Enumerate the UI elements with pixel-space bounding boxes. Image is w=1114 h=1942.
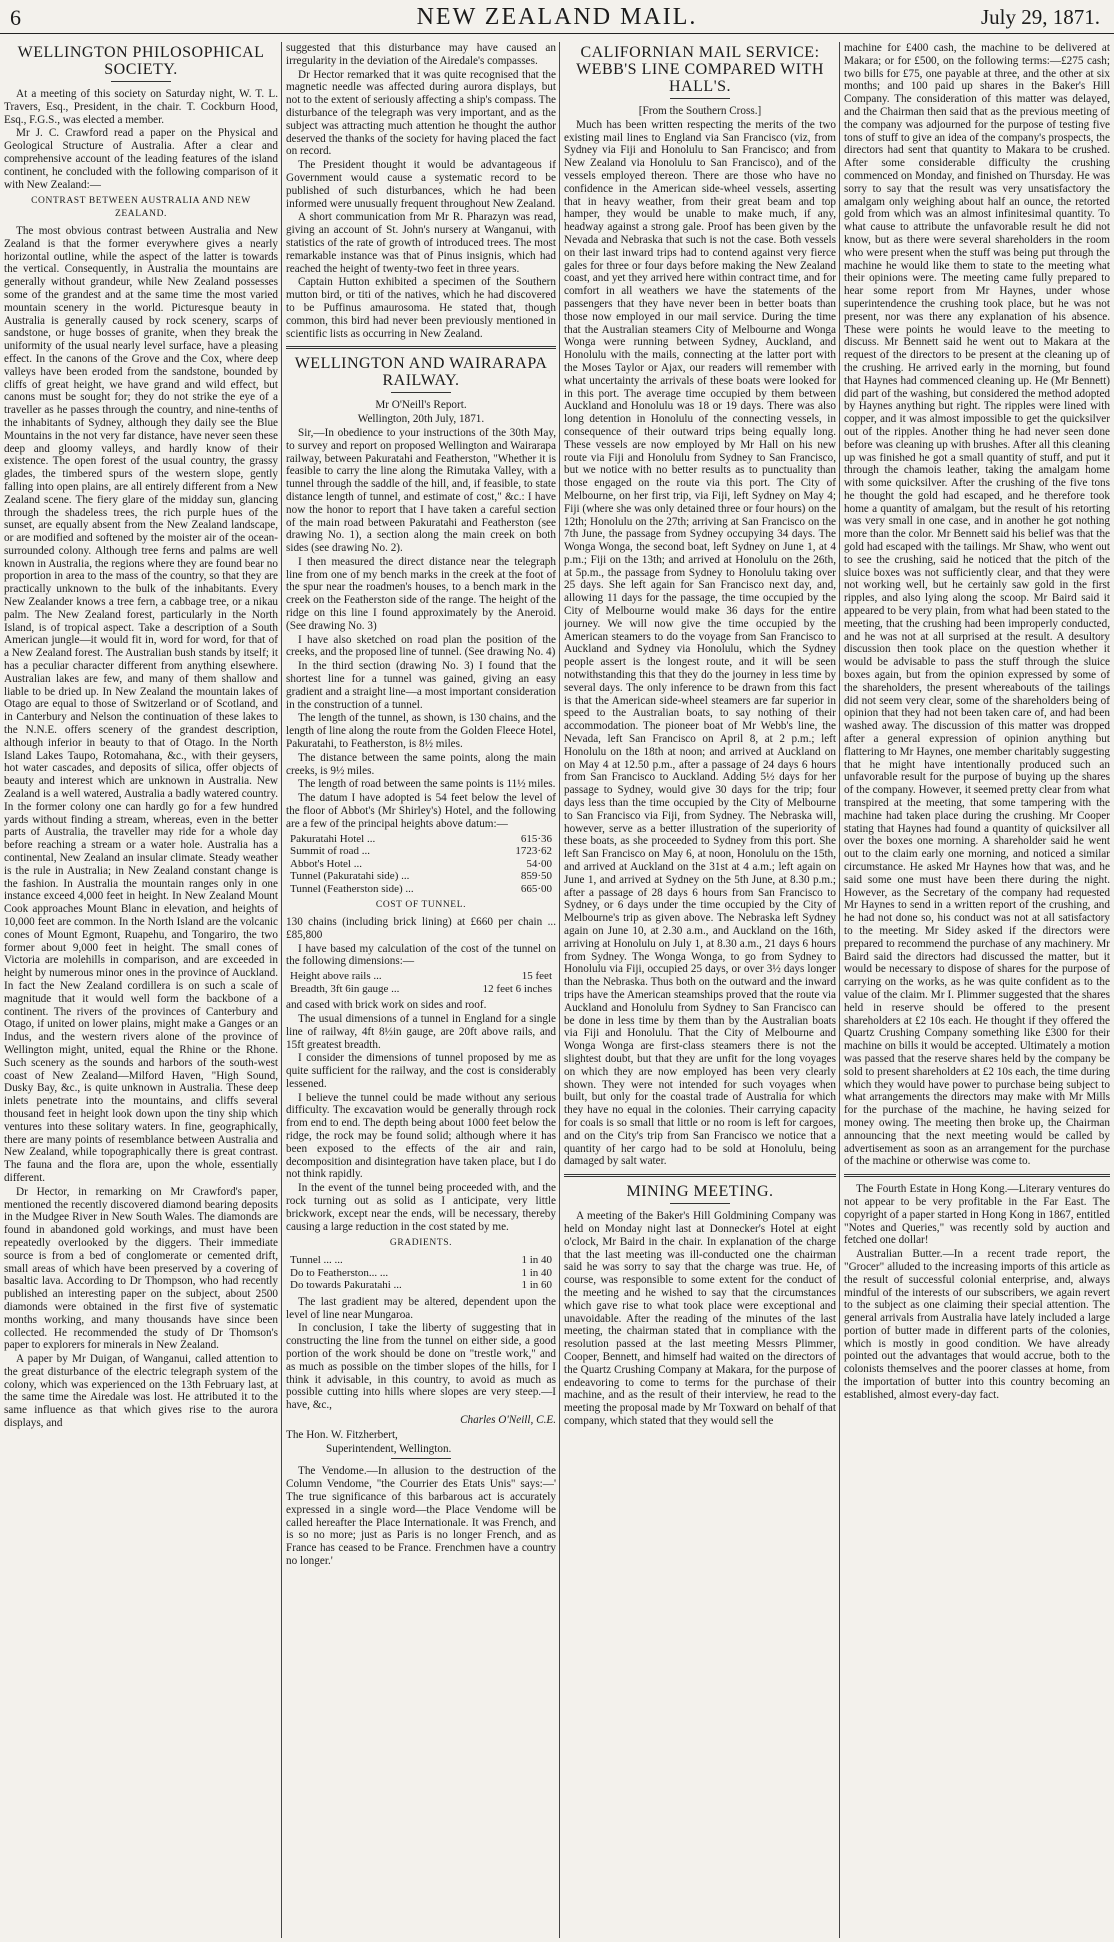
table-cell: 1 in 60: [521, 1279, 552, 1292]
table-cell: 54·00: [526, 857, 552, 870]
table-cell: Summit of road ...: [290, 845, 371, 858]
table-cell: Breadth, 3ft 6in gauge ...: [290, 982, 400, 995]
paragraph: The length of road between the same points is 11½ miles.: [298, 778, 556, 791]
table-cell: 1 in 40: [521, 1266, 552, 1279]
table-row: [286, 870, 556, 883]
paragraph-australian-butter: Australian Butter.—In a recent trade report, the "Grocer" alluded to the increasing imports of this article as the result of successful colonial enterprise, and, always mindful of the interests of our subscribers, we again revert to the subject as one claiming their special attention. The general arrivals from Australia have lately included a large portion of butter made in different parts of the colonies, which is mostly in good condition. We have already pointed out the advantages that would accrue, both to the colonists themselves and the poorer classes at home, from the importation of butter into this country becoming an established, almost every-day fact.: [844, 1248, 1110, 1401]
table-cell: Height above rails ...: [290, 970, 382, 983]
table-row: [286, 833, 556, 846]
paragraph: Sir,—In obedience to your instructions of the 30th May, to survey and report on proposed Wellington and Wairarapa railway, between Pakuratahi and Featherston, "Whether it is feasible to carry the line along the Rimutaka Valley, with a tunnel through the saddle of the hill, and, if feasible, to state distance length of tunnel, and estimate of cost," &c.: I have now the honor to report that I have taken a careful section of the main road between Pakuratahi and Featherston (see drawing No. 1), a section along the main creek on both sides (see drawing No. 2).: [286, 426, 556, 555]
paragraph: suggested that this disturbance may have caused an irregularity in the deviation of the Airedale's compasses.: [286, 42, 556, 67]
paragraph: I consider the dimensions of tunnel proposed by me as quite sufficient for the railway, and the cost is considerably lessened.: [286, 1052, 556, 1090]
paragraph: The most obvious contrast between Australia and New Zealand is that the former everywhere gives a nearly horizontal outline, while the aspect of the latter is towards the vertical. Consequently, in Australia the mountains are generally without grandeur, while New Zealand possesses some of the grandest and at the same time the most varied mountain scenery in the world. Picturesque beauty in Australia is generally caused by rock scenery, scarps of sandstone, or huge bosses of granite, when they break the uniformity of the usual nearly level surface, have a pleasing effect. In the canons of the Grove and the Cox, where deep valleys have been eroded from the sandstone, bounded by cliffs of great height, we have grand and wild effect, but canons must be sought for; they do not strike the eye of a traveller as he passes through the country, and nine-tenths of the inhabitants of Sydney, although they daily see the Blue Mountains in the not very far distance, have never seen these deep and gloomy valleys, and hardly know of their existence. The open forest of the usual country, the grassy glades, the timbered spurs of the western slope, gently falling into open plains, are all entirely different from a New Zealand scene. The fiery glare of the midday sun, glancing through the shadeless trees, the rich purple hues of the sunset, are equally absent from the New Zealand landscape, or are modified and softened by the moister air of the ocean-surrounded colony. Although tree ferns and palms are well known in Australia, the regions where they are found bear no proportion in area to the mass of the country, so that they are practically unknown to the bulk of the inhabitants. Every New Zealander knows a tree fern, a cabbage tree, or a nikau palm. The New Zealand forest, particularly in the North Island, is of tropical aspect. Take a description of a South American jungle—it would fit in, word for word, for that of a New Zealand forest. The Australian bush stands by itself; it has a peculiar character different from anything elsewhere. Australian lakes are few, and many of them shallow and liable to be dried up. In New Zealand the mountain lakes of Otago are equal to those of Switzerland or of Scotland, and in Canterbury and Nelson the continuation of these lakes to the N.N.E. offers scenery of the grandest description, although inferior in beauty to that of Otago. In the North Island Lakes Taupo, Rotomahana, &c., with their geysers, hot water cascades, and deposits of silica, offer objects of beauty and interest which are unknown in Australia. New Zealand is a well watered, Australia a badly watered country. In the former colony one can hardly go for a few hundred yards without finding a stream, whereas, even in the better parts of Australia, the traveller may ride for a whole day before reaching a stream or a water hole. Australia has a continental, New Zealand an insular climate. Steady weather is the rule in Australia; in New Zealand constant change is the fashion. In Australia the mountain ranges only in one instance exceed 4,000 feet in height. In New Zealand Mount Cook approaches Mount Blanc in elevation, and heights of 10,000 feet are common. In the North Island are the volcanic cones of Mount Egmont, Ruapehu, and Tongariro, the two former about 9,000 feet in height. The small cones of Victoria are molehills in comparison, and are exceeded in height by numerous minor ones in the province of Auckland. In fact the New Zealand cordillera is on such a scale of magnitude that it would well form the backbone of a continent. The rivers of the provinces of Canterbury and Otago, if united on lower plains, might make a Ganges or an Indus, and the western rivers alone of the province of Wellington might, united, equal the Rhine or the Rhone. Such scenery as the sounds and harbors of the south-west coast of New Zealand—Milford Haven, "High Sound, Dusky Bay, &c., is quite unknown in Australia. These deep inlets penetrate into the mountains, and cliffs several thousand feet in height look down upon the tiny ship which ventures into these solitary waters. In fine, geographically, there are many points of resemblance between Australia and New Zealand, while topographically there is great contrast. The fauna and the flora are, upon the whole, essentially different.: [4, 224, 278, 1184]
dimensions-table: [286, 970, 556, 995]
paragraph: Dr Hector, in remarking on Mr Crawford's paper, mentioned the recently discovered diamond bearing deposits in the Mudgee River in New South Wales. The diamonds are found in abandoned gold workings, and must have been repeatedly overlooked by the diggers. Their immediate source is from a bed of conglomerate or cemented drift, small areas of which have been preserved by a covering of basaltic lava. According to Dr Thompson, who had recently published an interesting paper on the subject, about 2500 diamonds were obtained in the first five of systematic months working, and many thousands have since been collected. He recommended the study of Dr Thomson's paper to explorers for minerals in New Zealand.: [4, 1185, 278, 1352]
paragraph: The President thought it would be advantageous if Government would cause a systematic record to be published of such disturbances, which he had been informed were unusually frequent throughout New Zealand.: [286, 159, 556, 210]
article-heading-railway: WELLINGTON AND WAIRARAPA RAILWAY.: [294, 355, 548, 390]
table-cell: Tunnel (Featherston side) ...: [290, 882, 414, 895]
table-row: [286, 883, 556, 896]
report-title: Mr O'Neill's Report.: [375, 399, 467, 412]
table-cell: 12 feet 6 inches: [482, 982, 552, 995]
paragraph: The length of the tunnel, as shown, is 130 chains, and the length of line along the route from the Golden Fleece Hotel, Pakuratahi, to Featherston, is 8½ miles.: [286, 712, 556, 751]
paragraph: In the third section (drawing No. 3) I found that the shortest line for a tunnel was gained, giving an easy gradient and a straight line—a most important consideration in the construction of a tunnel.: [286, 660, 556, 711]
section-rule: [564, 1174, 836, 1177]
paragraph: A meeting of the Baker's Hill Goldmining Company was held on Monday night last at Donnecker's Hotel at eight o'clock, Mr Baird in the chair. In explanation of the charge that the last meeting was ill-conducted one the chairman said he was sorry to say that the charge was true. He, of course, was responsible to some extent for the conduct of the meeting and he wished to say that the circumstances which gave rise to what took place were exceptional and unavoidable. After the reading of the minutes of the last meeting, the chairman stated that in compliance with the resolution passed at the last meeting Messrs Plimmer, Cooper, Bennett, and himself had waited on the directors of the Quartz Crushing Company at Makara, for the purpose of endeavoring to come to terms for the purchase of their machine, and as the result of their interview, he read to the meeting the proposal made by Mr Toxward on behalf of that company, which stated that they would sell the: [564, 1210, 836, 1427]
article-heading-philosophical: WELLINGTON PHILOSOPHICAL SOCIETY.: [17, 44, 265, 78]
paragraph: The datum I have adopted is 54 feet below the level of the floor of Abbot's (Mr Shirley's) Hotel, and the following are a few of the principal heights above datum:—: [286, 792, 556, 830]
column-2: [286, 42, 556, 1938]
section-rule: [844, 1174, 1110, 1177]
table-cell: 615·36: [520, 832, 552, 845]
table-cell: 15 feet: [521, 970, 552, 983]
table-cell: 859·50: [520, 870, 552, 883]
paragraph: I have based my calculation of the cost of the tunnel on the following dimensions:—: [286, 942, 556, 968]
page-number: 6: [10, 5, 21, 30]
gradients-table: [286, 1254, 556, 1292]
table-cell: 665·00: [520, 882, 552, 895]
table-row: [286, 970, 556, 983]
table-cell: Pakuratahi Hotel ...: [290, 832, 376, 845]
signature: Charles O'Neill, C.E.: [460, 1413, 556, 1426]
table-row: [286, 983, 556, 996]
subheading-cost: COST OF TUNNEL.: [375, 900, 467, 911]
paragraph-hong-kong: The Fourth Estate in Hong Kong.—Literary ventures do not appear to be very profitable in the Far East. The copyright of a paper started in Hong Kong in 1867, entitled "Notes and Queries," was recently sold by auction and fetched one dollar!: [844, 1183, 1110, 1247]
section-rule: [286, 346, 556, 349]
subheading-gradients: GRADIENTS.: [389, 1238, 453, 1249]
paragraph: A paper by Mr Duigan, of Wanganui, called attention to the great disturbance of the electric telegraph system of the colony, which was experienced on the 13th February last, at the same time the Airedale was lost. He attributed it to the same influence as that which gives rise to the aurora displays, and: [4, 1353, 278, 1430]
table-cell: Do towards Pakuratahi ...: [290, 1279, 402, 1292]
table-row: [286, 1279, 556, 1292]
article-heading-californian: CALIFORNIAN MAIL SERVICE: WEBB'S LINE COMPARED WITH HALL'S.: [576, 44, 824, 95]
paragraph: machine for £400 cash, the machine to be delivered at Makara; or for £500, on the following terms:—£275 cash; two bills for £75, one payable at three, and the other at six months; and 100 paid up shares in the Baker's Hill Company. The consideration of this matter was delayed, and the Chairman then said that as the previous meeting of the company was adjourned for the purpose of testing five tons of stuff to give an idea of the company's prospects, the directors had sent that quantity to Makara to be crushed. After some considerable difficulty the crushing commenced on Monday, and finished on Thursday. He was sorry to say that the result was very unsatisfactory the amalgam only weighing about half an ounce, the retorted gold from which was an almost infinitesimal quantity. To what cause to attribute the unfavorable result he did not know, but as there were several shareholders in the room who were present when the stuff was being put through the machine he would like them to state to the meeting what their opinions were. The meeting came fully prepared to hear some report from Mr Haynes, under whose superintendence the crushing took place, but he was not present, nor was there any explanation of his absence. These were points he would leave to the meeting to discuss. Mr Bennett said he went out to Makara at the request of the directors to be present at the cleaning up of the crushing. He arrived early in the morning, but found that Haynes had commenced cleaning up. He (Mr Bennett) did part of the washing, but considered the method adopted by Haynes anything but right. The ripples were lined with copper, and it was almost impossible to get the quicksilver out of the ripples. Another thing he had never seen done before was cleaning up with brushes. After all this cleaning up was finished he got a small quantity of stuff, and put it through the chamois leather, taking the amalgam home with some quicksilver. After the crushing of the five tons he thought the gold had escaped, and he therefore took home a quantity of amalgam, but the result of his retorting was very small in one case, and in another he got nothing more than the color. Mr Bennett said his belief was that the gold had escaped with the tailings. Mr Shaw, who went out to see the crushing, said he noticed that the pitch of the sluice boxes was not sufficiently clear, and that they were not working well, but he certainly saw gold in the first ripples, and also lying along the scoop. Mr Baird said it appeared to be very plain, from what had been stated to the meeting, that the crushing had been improperly conducted, and he was not at all surprised at the result. A desultory discussion then took place on the question whether it would be advisable to pass the stuff through the sluice boxes again, but from the opinion expressed by some of the shareholders, the present whereabouts of the tailings did not seem very clear, some of the shareholders being of opinion that they had not been taken care of, and had been washed away. The discussion of this matter was dropped after a general expression of opinion anything but flattering to Mr Haynes, one member charitably suggesting that he might have intentionally produced such an unfavorable result for the purpose of buying up the shares of the company. However, it seemed pretty clear from what transpired at the meeting, that some tampering with the machine had taken place during the crushing. Mr Cooper stating that Haynes had found a quantity of quicksilver all over the boxes one morning. A shareholder said he went out to the claim early one morning, and noticed a similar circumstance. He asked Mr Haynes how that was, and he said some one must have been there during the night. However, as the Secretary of the company had requested Mr Haynes to send in a written report of the crushing, and he had not done so, his conduct was not at all satisfactory to the meeting. Mr Sidey asked if the directors were prepared to recommend the purchase of any machinery. Mr Baird said the directors had discussed the matter, but it would be necessary to dispose of shares for the purpose of carrying on the works, as he was quite confident as to the value of the claim. Mr I. Plimmer suggested that the shares held in reserve should be offered to the present shareholders at £2 10s each. He thought if they offered the Quartz Crushing Company something like £300 for their machine on bills it would be accepted. Ultimately a motion was passed that the reserve shares held by the company be sold to present shareholders at £2 10s each, the time during which they would have power to purchase being subject to what arrangements the directors may make with Mr Mills for the purchase of the machine, he having seized for money owing. The meeting then broke up, the Chairman announcing that the next meeting would be called by advertisement as soon as an arrangement for the purchase of the machine or otherwise was come to.: [844, 42, 1110, 1168]
column-1: [4, 42, 278, 1938]
addressee-line: Superintendent, Wellington.: [326, 1442, 452, 1455]
paragraph: The usual dimensions of a tunnel in England for a single line of railway, 4ft 8½in gauge, are 20ft above rails, and 15ft greatest breadth.: [286, 1012, 556, 1051]
divider: [670, 1203, 730, 1204]
table-cell: 1723·62: [515, 845, 552, 858]
newspaper-title: NEW ZEALAND MAIL.: [416, 4, 698, 30]
paragraph: I believe the tunnel could be made without any serious difficulty. The excavation would be generally through rock from end to end. The depth being about 1000 feet below the ridge, the rock may be found solid; although where it has been exposed to the effects of the air and rain, decomposition and disintegration have taken place, but I do not think rapidly.: [286, 1091, 556, 1181]
paragraph: Dr Hector remarked that it was quite recognised that the magnetic needle was affected during aurora displays, but not to the extent of seriously affecting a ship's compass. The disturbance of the telegraph was very important, and as the subject was attracting much attention he thought the author deserved the thanks of the society for having placed the fact on record.: [286, 68, 556, 158]
heights-table: [286, 833, 556, 896]
divider: [111, 81, 171, 82]
divider: [391, 1458, 451, 1459]
paragraph: The distance between the same points, along the main creeks, is 9½ miles.: [286, 751, 556, 777]
paragraph: and cased with brick work on sides and roof.: [286, 999, 487, 1012]
paragraph-vendome: The Vendome.—In allusion to the destruction of the Column Vendome, "the Courrier des Etats Unis" says:—' The true significance of this barbarous act is accurately expressed in a single word—the Place Vendome will be called hereafter the Place Internationale. It was French, and is so no more; just as Paris is no longer French, and as France has ceased to be France. Frenchmen have a country no longer.': [286, 1465, 556, 1567]
column-3: [564, 42, 836, 1938]
column-rule: [839, 42, 840, 1938]
cost-line: 130 chains (including brick lining) at £660 per chain ... £85,800: [286, 915, 556, 941]
table-cell: Tunnel (Pakuratahi side) ...: [290, 870, 410, 883]
paragraph: A short communication from Mr R. Pharazyn was read, giving an account of St. John's nursery at Wanganui, with statistics of the rate of growth of introduced trees. The most remarkable instance was that of Pinus insignis, which had reached the height of twenty-two feet in three years.: [286, 211, 556, 275]
table-cell: 1 in 40: [521, 1254, 552, 1267]
addressee-line: The Hon. W. Fitzherbert,: [286, 1428, 398, 1441]
table-cell: Tunnel ... ...: [290, 1254, 343, 1267]
issue-date: July 29, 1871.: [980, 5, 1100, 29]
column-rule: [559, 42, 560, 1938]
paragraph: I then measured the direct distance near the telegraph line from one of my bench marks in the creek at the foot of the spur near the roadmen's houses, to a bench mark in the creek on the Featherston side of the range. The height of the ridge on this line I found approximately by the Aneroid. (See drawing No. 3): [286, 555, 556, 632]
table-row: [286, 845, 556, 858]
table-row: [286, 1254, 556, 1267]
table-row: [286, 1267, 556, 1280]
table-row: [286, 858, 556, 871]
paragraph: In conclusion, I take the liberty of suggesting that in constructing the line from the tunnel on either side, a good portion of the work should be done on "trestle work," and as much as possible on the timber slopes of the hills, for I think it advisable, in this country, to avoid as much as possible cutting into hills where slopes are very steep.—I have, &c.,: [286, 1322, 556, 1412]
column-rule: [281, 42, 282, 1938]
paragraph: The last gradient may be altered, dependent upon the level of line near Mungaroa.: [286, 1295, 556, 1321]
paragraph: Mr J. C. Crawford read a paper on the Physical and Geological Structure of Australia. After a clear and comprehensive account of the leading features of the island continent, he concluded with the following comparison of it with New Zealand:—: [4, 127, 278, 191]
masthead: [0, 0, 1114, 34]
paragraph: Captain Hutton exhibited a specimen of the Southern mutton bird, or titi of the natives, which he had discovered to be Puffinus amaurosoma. He stated that, though common, this bird had never been previously mentioned in scientific lists as occurring in New Zealand.: [286, 276, 556, 340]
paragraph: I have also sketched on road plan the position of the creeks, and the proposed line of tunnel. (See drawing No. 4): [286, 633, 556, 659]
divider: [670, 98, 730, 99]
paragraph: Much has been written respecting the merits of the two existing mail lines to England via San Francisco (viz, from Sydney via Fiji and Honolulu to San Francisco; and from New Zealand via Honolulu to San Francisco), and of the vessels employed thereon. There are those who have no confidence in the American side-wheel vessels, asserting that in heavy weather, from their great beam and top hamper, they would be unable to make much, if any, headway against a strong gale. Proof has been given by the Nevada and Nebraska that such is not the case. Both vessels on their last inward trips had to contend against very fierce gales for three or four days before making the New Zealand coast, and yet they arrived here within contract time, and for comfort in all weathers we have the statements of the passengers that they have never been in better boats than those now employed in our mail service. During the time that the Australian steamers City of Melbourne and Wonga Wonga were running between Sydney, Auckland, and Honolulu with the mails, connecting at the latter port with the Moses Taylor or Ajax, our readers will remember with what uncertainty the arrivals of these boats were looked for in this port. The average time occupied by them between Auckland and Honolulu was 18 or 19 days. There was also long detention in Honolulu of the connecting vessels, in consequence of their outward trips being equally long. These vessels are now employed by Mr Hall on his new route via Fiji and Honolulu from Sydney to San Francisco, but we notice with no better results as to punctuality than those engaged on the route via this port. The City of Melbourne, on her first trip, via Fiji, left Sydney on May 4; Fiji (where she was only detained three or four hours) on the 12th; Honolulu on the 27th; arriving at San Francisco on the 7th June, the passage from Sydney occupying 34 days. The Wonga Wonga, the second boat, left Sydney on June 1, at 4 p.m.; Fiji on the 13th; and arrived at Honolulu on the 26th, at 5p.m., the passage from Sydney to Honolulu taking over 25 days. She left again for San Francisco next day, and, allowing 11 days for the passage, the time occupied by the City of Melbourne would make 36 days for the entire journey. We will now give the time occupied by the American steamers to do the voyage from San Francisco to Auckland and Sydney via Honolulu, which the Sydney people assert is the longest route, and it will be seen notwithstanding this that they do the journey in less time by several days. The only inference to be drawn from this fact is that the American side-wheel steamers are far superior in speed to the Australian boats, to say nothing of their accommodation. The pioneer boat of Mr Webb's line, the Nevada, left San Francisco on April 8, at 2 p.m.; left Honolulu on the 18th at noon; and arrived at Auckland on on May 4 at 12.50 p.m., after a passage of 24 days 6 hours from San Francisco to Auckland. Adding 5½ days for her passage to Sydney, would give 30 days for the trip; four days less than the time occupied by the City of Melbourne to San Francisco via Fiji, from Sydney. The Nebraska will, however, serve as a better illustration of the superiority of these boats, as she proceeded to Sydney from this port. She left San Francisco on May 6, at noon, Honolulu on the 15th, and arrived at Auckland on the 31st at 4 a.m.; left again on June 1, and arrived at Sydney on the 5th June, at 8.30 p.m.; after a passage of 28 days 6 hours from San Francisco to Sydney, or 6 days under the time occupied by the City of Melbourne's trip as given above. The Nebraska left Sydney again on June 10, at 2.30 a.m., and Auckland on the 16th, arriving at Honolulu on July 1, at 8.30 a.m., 21 days 6 hours from Sydney. The Wonga Wonga, to go from Sydney to Honolulu via Fiji, occupied 25 days, or over 3½ days longer than the Nebraska. Thus both on the outward and the inward trips have the American steamships proved that the route via Auckland and Honolulu from Sydney to San Francisco can be done in less time by them than by the Australian boats via Fiji and Honolulu. That the City of Melbourne and Wonga Wonga are first-class steamers there is not the slightest doubt, but that they are unfit for the long voyages on which they are now employed has been very clearly shown. They were not intended for such voyages when built, but only for the coastal trade of Australia for which they have no equal in the colonies. Their carrying capacity for coals is so small that little or no room is left for cargoes, and on the City's trip from San Francisco we notice that a quantity of her cargo had to be sold at Honolulu, being damaged by salt water.: [564, 118, 836, 1168]
table-cell: Do to Featherston... ...: [290, 1266, 389, 1279]
table-cell: Abbot's Hotel ...: [290, 857, 362, 870]
paragraph: At a meeting of this society on Saturday night, W. T. L. Travers, Esq., President, in the chair. T. Cockburn Hood, Esq., F.G.S., was elected a member.: [4, 88, 278, 126]
dateline: Wellington, 20th July, 1871.: [357, 413, 485, 426]
source-note: [From the Southern Cross.]: [638, 105, 762, 117]
divider: [391, 392, 451, 393]
column-4: [844, 42, 1110, 1938]
subheading-contrast: CONTRAST BETWEEN AUSTRALIA AND NEW ZEALAND.: [31, 196, 251, 220]
paragraph: In the event of the tunnel being proceeded with, and the rock turning out as solid as I anticipate, very little brickwork, except near the ends, will be necessary, thereby causing a large reduction in the cost stated by me.: [286, 1182, 556, 1233]
article-heading-mining: MINING MEETING.: [626, 1183, 774, 1201]
